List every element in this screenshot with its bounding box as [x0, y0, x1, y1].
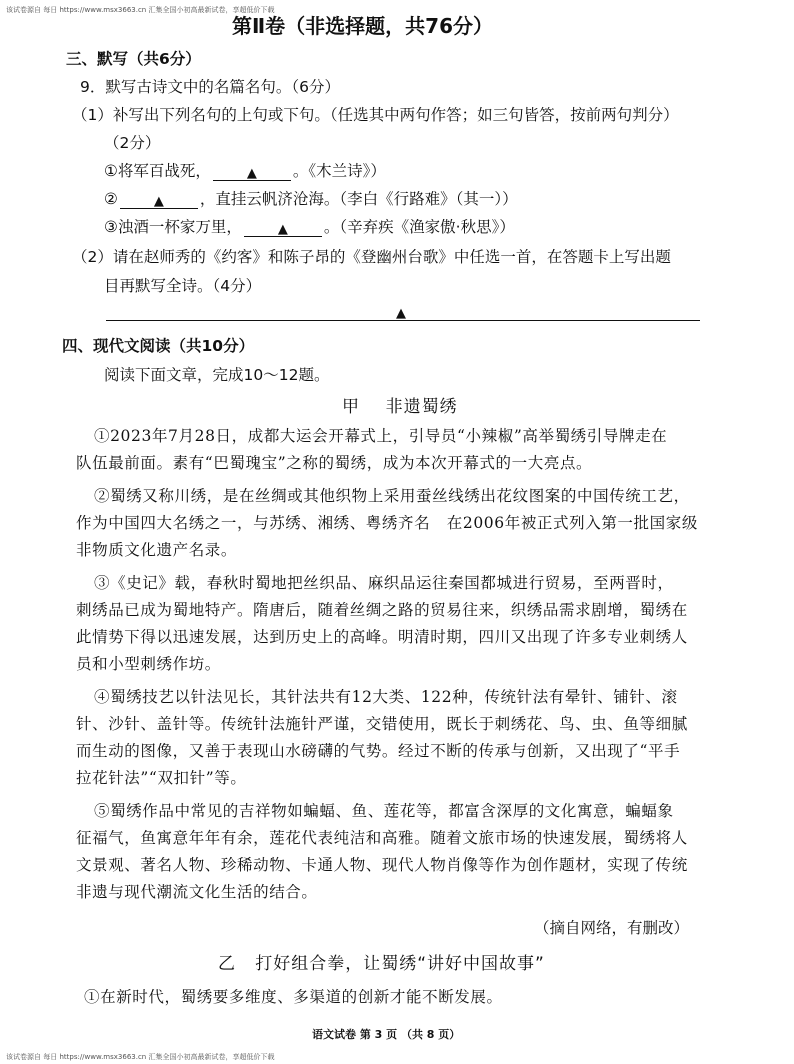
fill-item-1 [104, 159, 386, 181]
triangle-mark-icon: ▲ [246, 166, 257, 181]
part1-instruction: （1）补写出下列名句的上句或下句。（任选其中两句作答；如三句皆答，按前两句判分） [72, 106, 679, 124]
fill-item-2-prefix: ② [104, 190, 118, 208]
fill-item-1-suffix: 。《木兰诗》） [292, 162, 386, 180]
page-footer: 语文试卷 第 3 页 （共 8 页） [312, 1028, 461, 1041]
fill-item-3-prefix: ③浊酒一杯家万里， [104, 218, 242, 236]
article-b-title: 乙 打好组合拳，让蜀绣“讲好中国故事” [218, 954, 545, 974]
article-a-line: 非遗与现代潮流文化生活的结合。 [76, 883, 318, 901]
article-a-line: 拉花针法”“双扣针”等。 [76, 769, 247, 787]
fill-item-2-suffix: ，直挂云帆济沧海。（李白《行路难》（其一）） [199, 190, 518, 208]
part1-points: （2分） [104, 134, 161, 152]
article-a-line: 文景观、著名人物、珍稀动物、卡通人物、现代人物肖像等作为创作题材，实现了传统 [76, 856, 688, 874]
section4-heading: 四、现代文阅读（共10分） [62, 337, 255, 355]
answer-blank-3[interactable] [244, 219, 322, 237]
article-a-line: ①2023年7月28日，成都大运会开幕式上，引导员“小辣椒”高举蜀绣引导牌走在 [94, 427, 668, 445]
answer-line[interactable] [106, 320, 700, 321]
fill-item-1-prefix: ①将军百战死， [104, 162, 211, 180]
section3-heading: 三、默写（共6分） [66, 50, 201, 68]
fill-item-3 [104, 215, 515, 237]
part2-instruction: （2）请在赵师秀的《约客》和陈子昂的《登幽州台歌》中任选一首，在答题卡上写出题 [72, 248, 671, 266]
article-a-line: 此情势下得以迅速发展，达到历史上的高峰。明清时期，四川又出现了许多专业刺绣人 [76, 628, 688, 646]
fill-item-3-suffix: 。（辛弃疾《渔家傲·秋思》） [323, 218, 515, 236]
triangle-mark-icon: ▲ [277, 222, 288, 237]
article-a-line: 非物质文化遗产名录。 [76, 541, 238, 559]
article-a-line: ⑤蜀绣作品中常见的吉祥物如蝙蝠、鱼、莲花等，都富含深厚的文化寓意，蝙蝠象 [94, 802, 674, 820]
article-a-line: 征福气，鱼寓意年年有余，莲花代表纯洁和高雅。随着文旅市场的快速发展，蜀绣将人 [76, 829, 688, 847]
answer-blank-1[interactable] [213, 163, 291, 181]
page-title: 第Ⅱ卷（非选择题，共76分） [232, 14, 494, 38]
article-a-line: ③《史记》载，春秋时蜀地把丝织品、麻织品运往秦国都城进行贸易，至两晋时， [94, 574, 674, 592]
article-a-source: （摘自网络，有删改） [534, 919, 690, 937]
fill-item-2 [104, 187, 518, 209]
section4-instruction: 阅读下面文章，完成10～12题。 [104, 366, 330, 384]
article-a-line: 而生动的图像，又善于表现山水磅礴的气势。经过不断的传承与创新，又出现了“平手 [76, 742, 681, 760]
article-b-line: ①在新时代，蜀绣要多维度、多渠道的创新才能不断发展。 [84, 988, 503, 1006]
watermark-top: 该试卷源自 每日 https://www.msx3663.cn 汇集全国小初高最新试卷，享超低价下载 [6, 6, 275, 14]
article-a-line: ④蜀绣技艺以针法见长，其针法共有12大类、122种，传统针法有晕针、铺针、滚 [94, 688, 678, 706]
triangle-mark-icon: ▲ [153, 194, 164, 209]
answer-blank-2[interactable] [120, 191, 198, 209]
article-a-line: 员和小型刺绣作坊。 [76, 655, 221, 673]
watermark-bottom: 该试卷源自 每日 https://www.msx3663.cn 汇集全国小初高最新试卷，享超低价下载 [6, 1053, 275, 1061]
part2-instruction-cont: 目再默写全诗。（4分） [104, 277, 262, 295]
article-a-line: 刺绣品已成为蜀地特产。隋唐后，随着丝绸之路的贸易往来，织绣品需求剧增，蜀绣在 [76, 601, 688, 619]
article-a-line: 队伍最前面。素有“巴蜀瑰宝”之称的蜀绣，成为本次开幕式的一大亮点。 [76, 454, 593, 472]
article-a-line: ②蜀绣又称川绣，是在丝绸或其他织物上采用蚕丝线绣出花纹图案的中国传统工艺， [94, 487, 690, 505]
article-a-line: 针、沙针、盖针等。传统针法施针严谨，交错使用，既长于刺绣花、鸟、虫、鱼等细腻 [76, 715, 688, 733]
article-a-title: 甲 非遗蜀绣 [342, 397, 458, 417]
article-a-line: 作为中国四大名绣之一，与苏绣、湘绣、粤绣齐名 在2006年被正式列入第一批国家级 [76, 514, 698, 532]
question-9: 9．默写古诗文中的名篇名句。（6分） [80, 78, 340, 96]
triangle-mark-icon: ▲ [396, 306, 406, 321]
